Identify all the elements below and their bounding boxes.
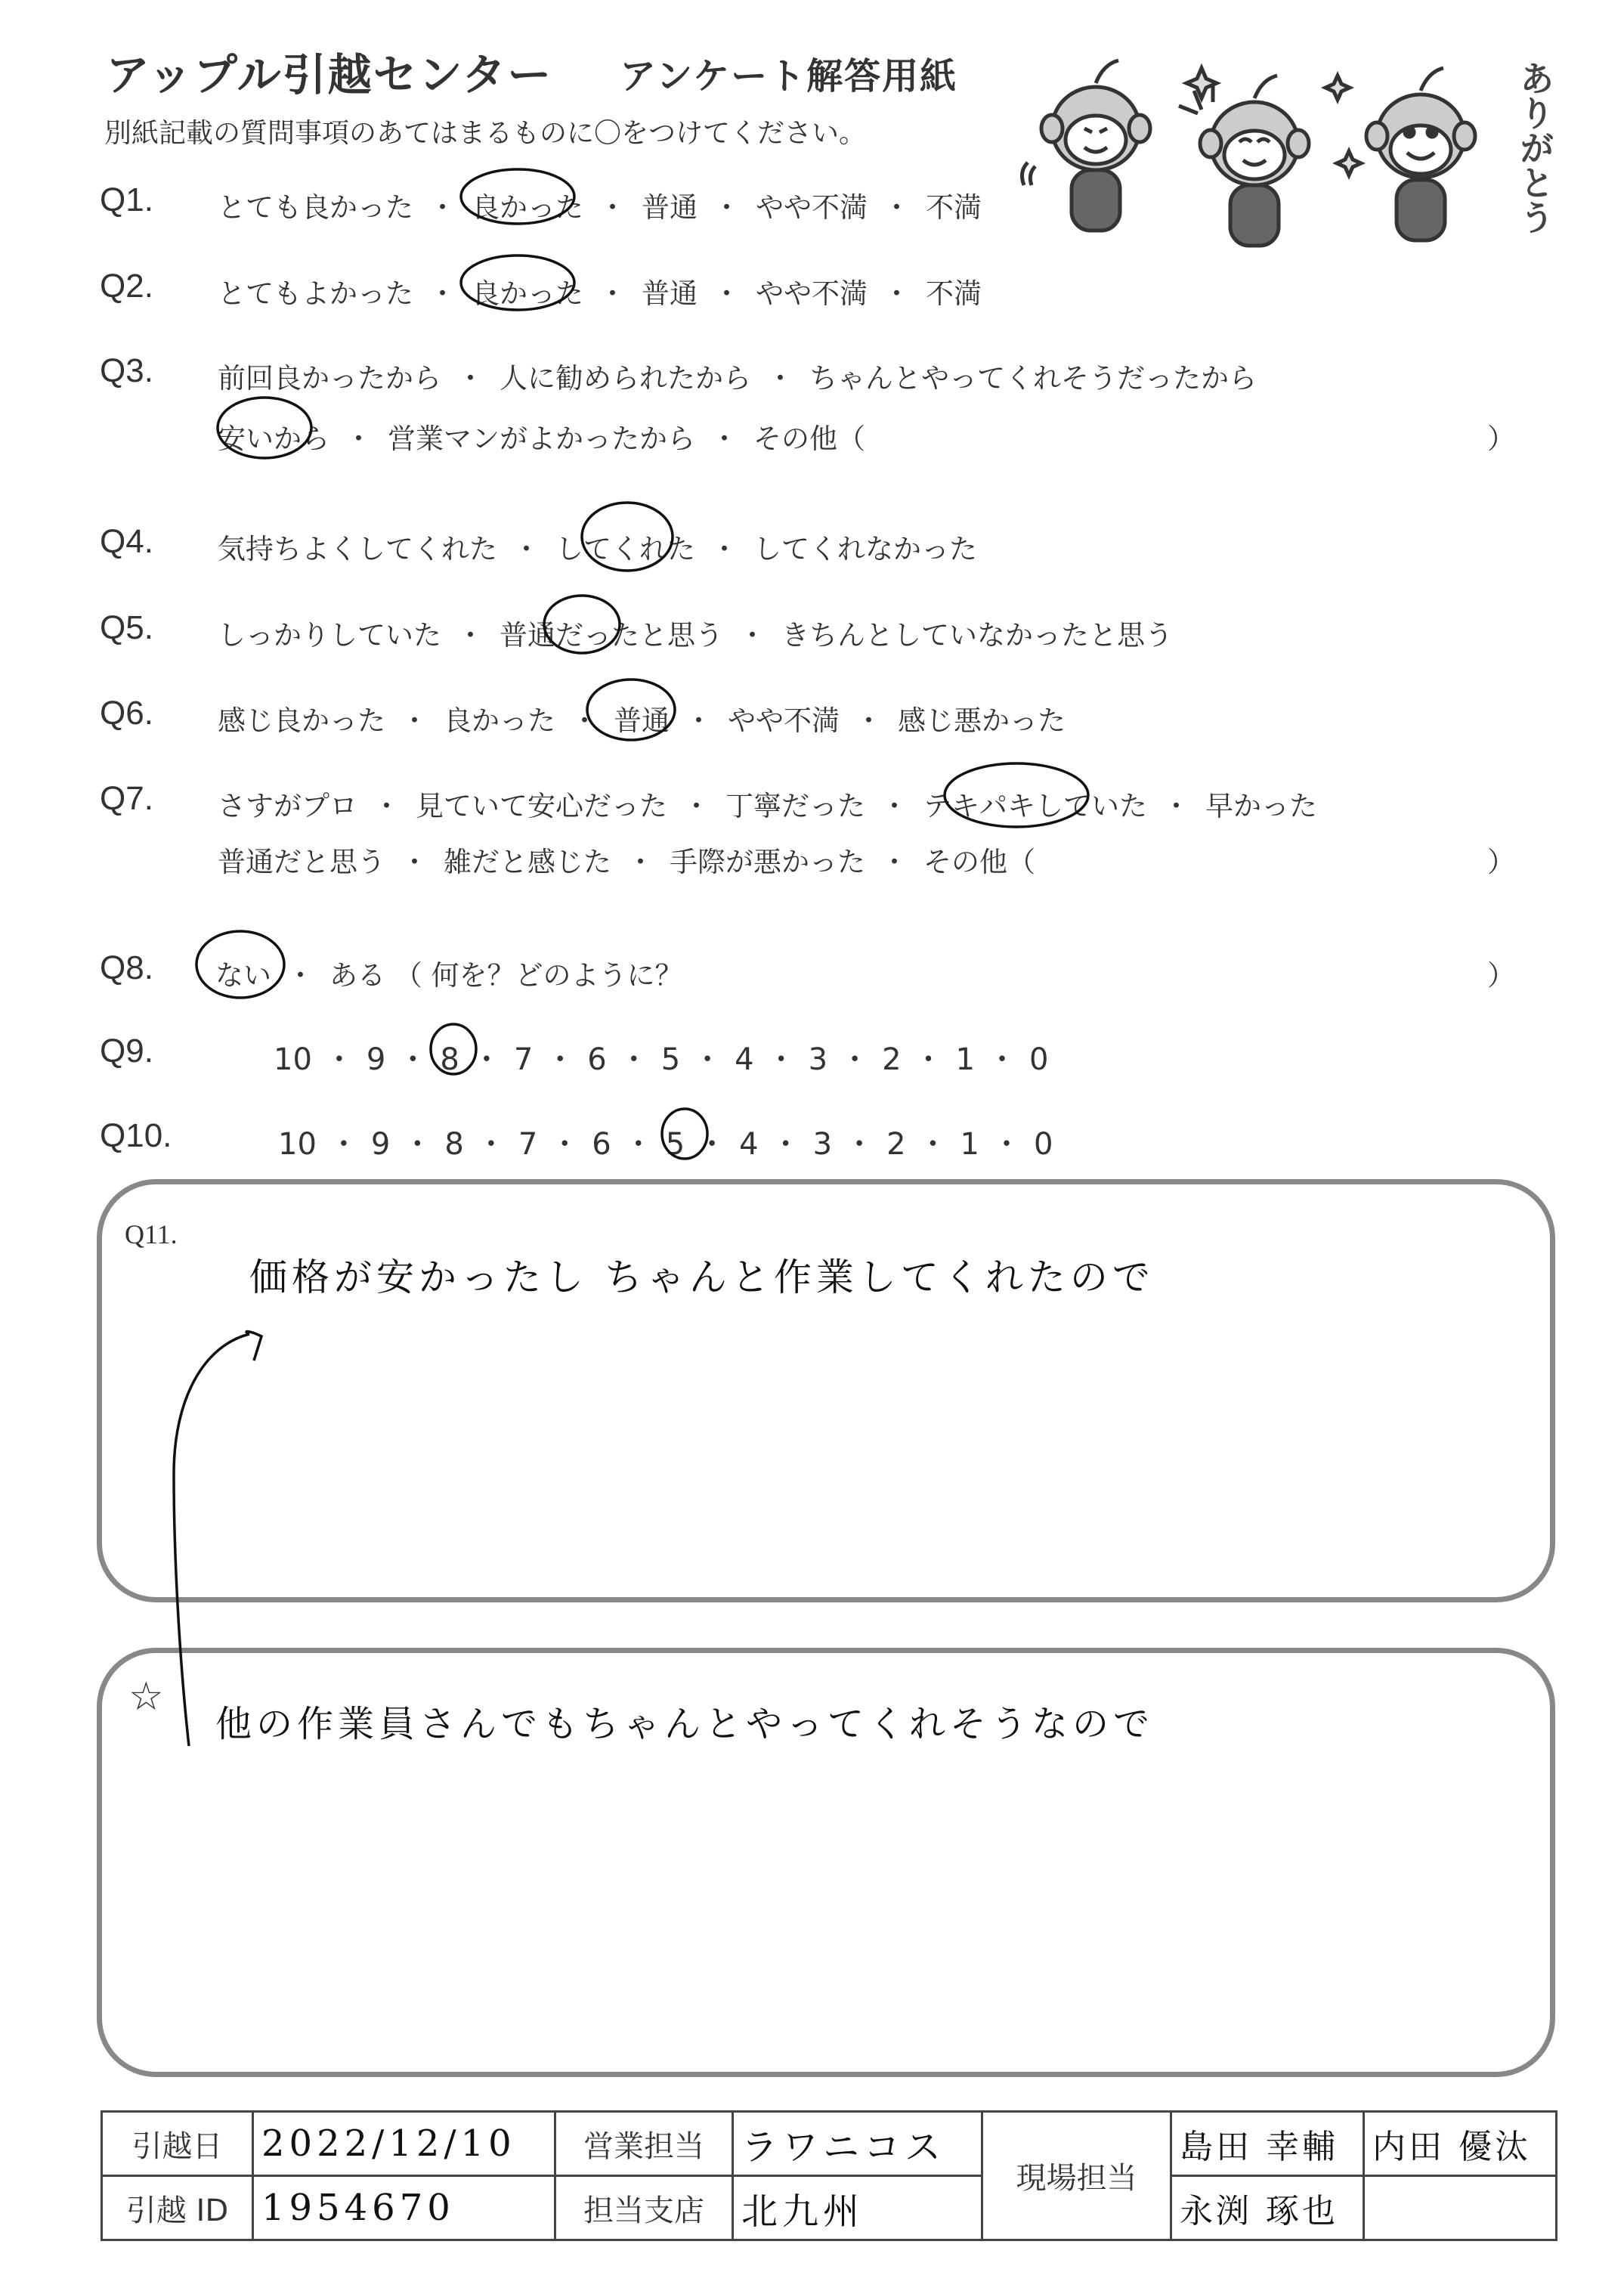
option[interactable]: 営業マンがよかったから (388, 423, 695, 455)
option[interactable]: テキパキしていた (923, 790, 1147, 822)
question-row-q1 (0, 181, 1624, 227)
question-options: 普通だと思う ・ 雑だと感じた ・ 手際が悪かった ・ その他（ (218, 839, 1035, 880)
option[interactable]: してくれた (555, 533, 695, 565)
question-label: Q4. (100, 523, 153, 560)
option[interactable]: とてもよかった (218, 277, 413, 310)
scale-option[interactable]: 10 (278, 1127, 317, 1162)
option[interactable]: その他（ (923, 846, 1035, 878)
sales-label: 営業担当 (555, 2112, 733, 2176)
option[interactable]: 良かった (472, 191, 583, 224)
scale-option[interactable]: 8 (444, 1127, 464, 1162)
close-paren: ） (1487, 846, 1515, 878)
question-options: 気持ちよくしてくれた ・ してくれた ・ してくれなかった (218, 526, 977, 567)
option[interactable]: ある （ 何を？どのように？ (329, 959, 683, 992)
q11-label: Q11. (125, 1219, 178, 1249)
comment-handwritten-answer: 他の作業員さんでもちゃんとやってくれそうなので (215, 1703, 1155, 1745)
question-row-q2 (0, 268, 1624, 313)
question-label: Q9. (100, 1032, 153, 1070)
scale-option[interactable]: 4 (739, 1127, 759, 1162)
question-row-q4 (0, 523, 1624, 568)
option[interactable]: とても良かった (218, 191, 413, 224)
question-row-q5 (0, 609, 1624, 655)
scale-option[interactable]: 3 (812, 1127, 833, 1162)
option[interactable]: 普通だと思う (218, 846, 385, 878)
question-label: Q5. (100, 609, 153, 646)
option[interactable]: ちゃんとやってくれそうだったから (809, 362, 1257, 395)
scale-option[interactable]: 3 (808, 1042, 828, 1077)
option[interactable]: 普通 (642, 277, 698, 310)
question-row-q3 (0, 352, 1624, 398)
option[interactable]: してくれなかった (753, 533, 977, 565)
move-date-label: 引越日 (102, 2112, 253, 2176)
site-staff-label: 現場担当 (982, 2112, 1171, 2240)
question-options: とてもよかった ・ 良かった ・ 普通 ・ やや不満 ・ 不満 (218, 271, 982, 311)
option[interactable]: 雑だと感じた (444, 846, 611, 878)
move-date-value[interactable]: 2022/12/10 (253, 2112, 555, 2176)
option[interactable]: 不満 (926, 191, 982, 224)
form-subtitle: アンケート解答用紙 (620, 55, 958, 98)
question-row-q9 (0, 1032, 1624, 1078)
option[interactable]: 前回良かったから (218, 362, 441, 395)
option[interactable]: 普通だったと思う (500, 619, 723, 652)
question-options: 安いから ・ 営業マンがよかったから ・ その他（ (218, 416, 865, 457)
option[interactable]: 人に勧められたから (500, 362, 751, 395)
scale-option[interactable]: 8 (440, 1042, 459, 1077)
option[interactable]: 良かった (472, 277, 583, 310)
site-staff-cell[interactable]: 永渕 琢也 (1171, 2176, 1364, 2240)
scale-option[interactable]: 2 (886, 1127, 906, 1162)
scale-option[interactable]: 9 (370, 1127, 391, 1162)
question-label: Q8. (100, 949, 153, 986)
option[interactable]: 感じ良かった (218, 704, 385, 737)
option[interactable]: 不満 (926, 277, 982, 310)
scale-option[interactable]: 6 (592, 1127, 611, 1162)
question-label: Q1. (100, 181, 153, 218)
option[interactable]: やや不満 (756, 191, 868, 224)
scale-option[interactable]: 10 (274, 1042, 312, 1077)
option[interactable]: 安いから (218, 423, 329, 455)
close-paren: ） (1487, 959, 1515, 992)
question-label: Q6. (100, 695, 153, 732)
rating-scale: 10 ・ 9 ・ 8 ・ 7 ・ 6 ・ 5 ・ 4 ・ 3 ・ 2 ・ 1 ・ 0 (274, 1042, 1049, 1077)
info-table (101, 2110, 1557, 2241)
option[interactable]: 気持ちよくしてくれた (218, 533, 497, 565)
option[interactable]: その他（ (753, 423, 865, 455)
scale-option[interactable]: 0 (1029, 1042, 1049, 1077)
scale-option[interactable]: 2 (882, 1042, 902, 1077)
question-row-q3-line2 (0, 413, 1624, 458)
q11-handwritten-answer: 価格が安かったし ちゃんと作業してくれたので (249, 1255, 1155, 1299)
staff-name: 幸輔 (1266, 2128, 1338, 2166)
scale-option[interactable]: 1 (960, 1127, 979, 1162)
question-row-q7 (0, 780, 1624, 825)
option[interactable]: 普通 (642, 191, 698, 224)
site-staff-cell[interactable] (1171, 2112, 1364, 2176)
option[interactable]: さすがプロ (218, 790, 357, 822)
option[interactable]: 普通 (614, 704, 670, 737)
question-row-q10 (0, 1117, 1624, 1162)
thanks-text: ありがとう (1514, 60, 1555, 234)
question-options: さすがプロ ・ 見ていて安心だった ・ 丁寧だった ・ テキパキしていた ・ 早かった (218, 783, 1317, 824)
option[interactable]: やや不満 (728, 704, 840, 737)
option[interactable]: 丁寧だった (725, 790, 865, 822)
scale-option[interactable]: 5 (660, 1042, 681, 1077)
question-options: しっかりしていた ・ 普通だったと思う ・ きちんとしていなかったと思う (218, 612, 1173, 653)
question-label: Q3. (100, 352, 153, 389)
sales-value[interactable]: ラワニコス (733, 2112, 982, 2176)
option[interactable]: 感じ悪かった (898, 704, 1066, 737)
scale-option[interactable]: 9 (366, 1042, 386, 1077)
rating-scale: 10 ・ 9 ・ 8 ・ 7 ・ 6 ・ 5 ・ 4 ・ 3 ・ 2 ・ 1 ・ 0 (278, 1127, 1053, 1162)
move-id-label: 引越 ID (102, 2176, 253, 2240)
option[interactable]: 見ていて安心だった (416, 790, 667, 822)
site-staff-cell-empty[interactable] (1364, 2176, 1557, 2240)
question-row-q6 (0, 695, 1624, 740)
option[interactable]: やや不満 (756, 277, 868, 310)
option[interactable]: 手際が悪かった (670, 846, 865, 878)
option[interactable]: 良かった (444, 704, 555, 737)
question-row-q7-line2 (0, 836, 1624, 881)
close-paren: ） (1487, 423, 1515, 455)
question-label: Q10. (100, 1117, 172, 1154)
scale-option[interactable]: 1 (955, 1042, 975, 1077)
star-outline-icon: ☆ (128, 1674, 164, 1720)
question-label: Q2. (100, 268, 153, 305)
move-id-value[interactable]: 1954670 (253, 2176, 555, 2240)
question-row-q8 (0, 949, 1624, 995)
option[interactable]: ない (215, 959, 271, 992)
branch-label: 担当支店 (555, 2176, 733, 2240)
question-options: ない ・ ある （ 何を？どのように？ (215, 952, 683, 993)
branch-value[interactable]: 北九州 (733, 2176, 982, 2240)
scale-option[interactable]: 6 (587, 1042, 607, 1077)
question-options: 前回良かったから ・ 人に勧められたから ・ ちゃんとやってくれそうだったから (218, 355, 1257, 396)
question-label: Q7. (100, 780, 153, 817)
scale-option[interactable]: 4 (735, 1042, 754, 1077)
q11-answer-box[interactable] (97, 1179, 1555, 1602)
company-title: アップル引越センター (106, 49, 553, 101)
site-staff-cell[interactable]: 内田 優汰 (1364, 2112, 1557, 2176)
option[interactable]: 早かった (1205, 790, 1317, 822)
question-options: とても良かった ・ 良かった ・ 普通 ・ やや不満 ・ 不満 (218, 184, 982, 225)
option[interactable]: きちんとしていなかったと思う (781, 619, 1173, 652)
scale-option[interactable]: 7 (518, 1127, 538, 1162)
scale-option[interactable]: 7 (513, 1042, 534, 1077)
instruction-text: 別紙記載の質問事項のあてはまるものに〇をつけてください。 (104, 118, 867, 149)
staff-name: 島田 (1180, 2128, 1252, 2166)
option[interactable]: しっかりしていた (218, 619, 441, 652)
scale-option[interactable]: 5 (665, 1127, 685, 1162)
question-options: 感じ良かった ・ 良かった ・ 普通 ・ やや不満 ・ 感じ悪かった (218, 698, 1066, 738)
scale-option[interactable]: 0 (1033, 1127, 1053, 1162)
